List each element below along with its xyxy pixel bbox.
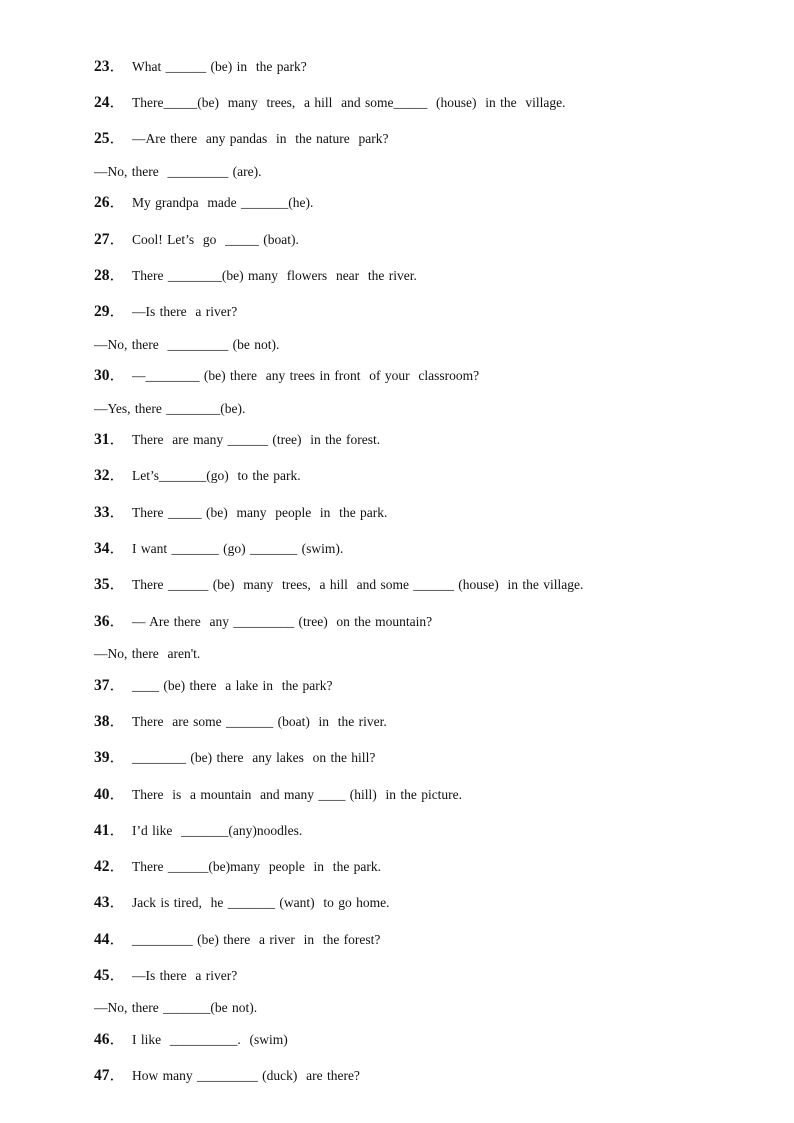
question-text: There _____ (be) many people in the park. [132, 505, 388, 520]
question-text: There ______(be)many people in the park. [132, 859, 382, 874]
question-text: —Is there a river? [132, 304, 238, 319]
question-text: —Are there any pandas in the nature park? [132, 131, 389, 146]
question-text: _________ (be) there a river in the forest? [132, 932, 381, 947]
question-text: I like __________. (swim) [132, 1032, 288, 1047]
question-text: Jack is tired, he _______ (want) to go home. [132, 895, 390, 910]
question-number: 31． [94, 431, 126, 448]
question-28 [94, 267, 754, 285]
question-text: —________ (be) there any trees in front of your classroom? [132, 368, 480, 383]
question-number: 26． [94, 194, 126, 211]
answer-line [94, 999, 754, 1017]
question-text: My grandpa made _______(he). [132, 195, 314, 210]
question-24 [94, 94, 754, 112]
question-text: There are many ______ (tree) in the forest. [132, 432, 381, 447]
question-text: I’d like _______(any)noodles. [132, 823, 303, 838]
question-text: —No, there aren't. [94, 646, 201, 661]
question-text: How many _________ (duck) are there? [132, 1068, 360, 1083]
question-text: There ______ (be) many trees, a hill and some ______ (house) in the village. [132, 577, 584, 592]
question-text: I want _______ (go) _______ (swim). [132, 541, 344, 556]
question-41 [94, 822, 754, 840]
answer-line [94, 163, 754, 181]
question-number: 36． [94, 613, 126, 630]
question-number: 45． [94, 967, 126, 984]
question-number: 34． [94, 540, 126, 557]
question-46 [94, 1031, 754, 1049]
question-text: ____ (be) there a lake in the park? [132, 678, 333, 693]
question-30 [94, 367, 754, 385]
question-number: 33． [94, 504, 126, 521]
question-29 [94, 303, 754, 321]
question-33 [94, 504, 754, 522]
question-42 [94, 858, 754, 876]
question-36 [94, 613, 754, 631]
question-44 [94, 931, 754, 949]
question-number: 41． [94, 822, 126, 839]
question-number: 29． [94, 303, 126, 320]
question-40 [94, 786, 754, 804]
question-text: There ________(be) many flowers near the river. [132, 268, 417, 283]
question-number: 35． [94, 576, 126, 593]
answer-line [94, 400, 754, 418]
question-number: 43． [94, 894, 126, 911]
question-text: There is a mountain and many ____ (hill) in the picture. [132, 787, 463, 802]
question-number: 25． [94, 130, 126, 147]
question-text: —No, there _________ (are). [94, 164, 262, 179]
question-31 [94, 431, 754, 449]
question-number: 37． [94, 677, 126, 694]
answer-line [94, 336, 754, 354]
question-text: —No, there _________ (be not). [94, 337, 280, 352]
question-text: —Yes, there ________(be). [94, 401, 246, 416]
question-number: 38． [94, 713, 126, 730]
question-number: 39． [94, 749, 126, 766]
question-text: Let’s_______(go) to the park. [132, 468, 301, 483]
question-text: There are some _______ (boat) in the river. [132, 714, 387, 729]
question-text: Cool! Let’s go _____ (boat). [132, 232, 299, 247]
question-37 [94, 677, 754, 695]
question-26 [94, 194, 754, 212]
question-number: 28． [94, 267, 126, 284]
question-35 [94, 576, 754, 594]
question-number: 42． [94, 858, 126, 875]
question-number: 46． [94, 1031, 126, 1048]
question-text: —No, there _______(be not). [94, 1000, 258, 1015]
question-number: 23． [94, 58, 126, 75]
question-47 [94, 1067, 754, 1085]
question-text: ________ (be) there any lakes on the hill? [132, 750, 376, 765]
question-number: 47． [94, 1067, 126, 1084]
question-27 [94, 231, 754, 249]
question-text: —Is there a river? [132, 968, 238, 983]
question-number: 30． [94, 367, 126, 384]
question-43 [94, 894, 754, 912]
question-text: What ______ (be) in the park? [132, 59, 307, 74]
question-38 [94, 713, 754, 731]
question-39 [94, 749, 754, 767]
question-number: 24． [94, 94, 126, 111]
question-23 [94, 58, 754, 76]
question-text: — Are there any _________ (tree) on the mountain? [132, 614, 433, 629]
question-number: 27． [94, 231, 126, 248]
question-25 [94, 130, 754, 148]
question-number: 32． [94, 467, 126, 484]
question-45 [94, 967, 754, 985]
question-number: 40． [94, 786, 126, 803]
question-number: 44． [94, 931, 126, 948]
question-34 [94, 540, 754, 558]
answer-line [94, 645, 754, 663]
question-text: There_____(be) many trees, a hill and some_____ (house) in the village. [132, 95, 566, 110]
question-32 [94, 467, 754, 485]
